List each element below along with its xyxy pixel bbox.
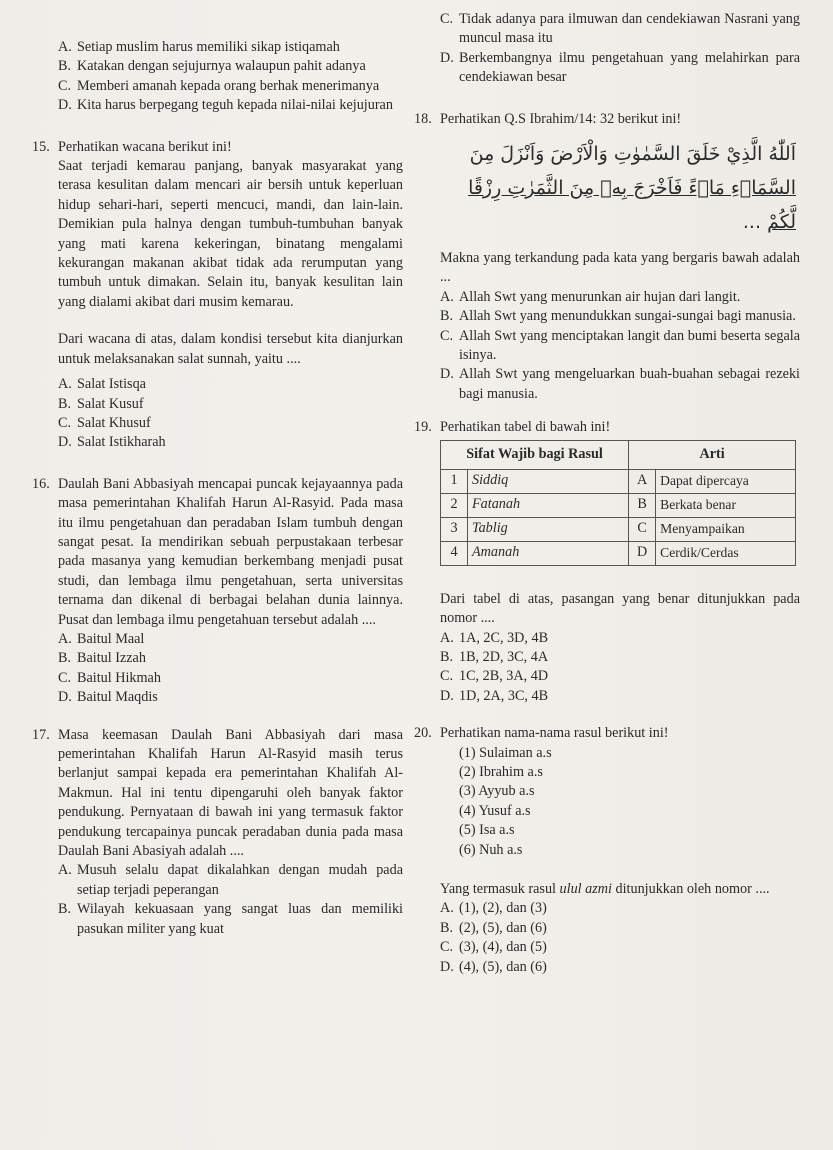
option-c: C. 1C, 2B, 3A, 4D [440, 668, 549, 685]
option: C. Tidak adanya para ilmuwan dan cendekiawan Nasrani yang muncul masa itu [440, 11, 800, 47]
table-header: Arti [629, 440, 796, 469]
option-b: B. Salat Kusuf [58, 395, 144, 412]
prev-options [440, 10, 800, 88]
option-a: A. Musuh selalu dapat dikalahkan dengan mudah pada setiap terjadi peperangan [58, 862, 403, 898]
option-b: B. Allah Swt yang menundukkan sungai-sungai bagi manusia. [440, 308, 796, 325]
question-text: Dari tabel di atas, pasangan yang benar ditunjukkan pada nomor .... [440, 590, 800, 627]
option-a: A. Salat Istisqa [58, 376, 146, 393]
rasul-list [440, 744, 800, 860]
question-text: Yang termasuk rasul ulul azmi ditunjukkan oleh nomor .... [440, 880, 770, 897]
left-column [32, 38, 403, 939]
table-row: 1 Siddiq A Dapat dipercaya [441, 469, 796, 493]
table-row: 2 Fatanah B Berkata benar [441, 493, 796, 517]
question-intro: Perhatikan tabel di bawah ini! [440, 419, 611, 436]
question-number: 17. [32, 726, 50, 743]
option-b: B. Wilayah kekuasaan yang sangat luas dan memiliki pasukan militer yang kuat [58, 901, 403, 937]
option-c: C. Salat Khusuf [58, 414, 151, 431]
question-number: 20. [414, 725, 432, 742]
list-item: (3) Ayyub a.s [459, 783, 535, 800]
question-number: 16. [32, 475, 50, 492]
option-b: B. 1B, 2D, 3C, 4A [440, 648, 549, 665]
question-text: Masa keemasan Daulah Bani Abbasiyah dari masa pemerintahan Khalifah Harun Al-Rasyid masih terus berlanjut sampai kepada era pemerintahan Khalifah Al-Makmun. Hal ini tentu dipengaruhi oleh banyak faktor pendukung. Pernyataan di bawah ini yang termasuk faktor pendukung tercapainya puncak peradaban dunia pada masa Daulah Bani Abasiyah adalah .... [58, 726, 403, 860]
option-d: D. Baitul Maqdis [58, 689, 158, 706]
question-15 [32, 138, 403, 453]
verse-line-2: السَّمَاۤءِ مَاۤءً فَاَخْرَجَ بِهٖ مِنَ الثَّمَرٰتِ رِزْقًا لَّكُمْ ... [468, 177, 796, 234]
table-row: 4 Amanah D Cerdik/Cerdas [441, 541, 796, 565]
question-number: 18. [414, 110, 432, 127]
question-intro: Perhatikan nama-nama rasul berikut ini! [440, 725, 669, 742]
option-a: A. (1), (2), dan (3) [440, 900, 547, 917]
question-19 [414, 418, 800, 706]
option-c: C. Baitul Hikmah [58, 669, 161, 686]
option-d: D. Allah Swt yang mengeluarkan buah-buahan sebagai rezeki bagi manusia. [440, 366, 800, 402]
passage: Saat terjadi kemarau panjang, banyak masyarakat yang terasa kesulitan dalam mencari air bersih untuk keperluan hidup sehari-hari, seperti mencuci, mandi, dan lain-lain. Demikian pula halnya dengan tumbuh-tumbuhan banyak yang mati karena kekeringan, binatang mengalami kekurangan makanan akibat tidak ada rerumputan yang tumbuh untuk dimakan. Selain itu, banyak kesulitan lain yang dialami akibat dari musim kemarau. [58, 158, 403, 310]
question-intro: Perhatikan Q.S Ibrahim/14: 32 berikut ini! [440, 110, 682, 127]
question-intro: Perhatikan wacana berikut ini! [58, 138, 232, 155]
option: B. Katakan dengan sejujurnya walaupun pahit adanya [58, 58, 366, 75]
table-row: 3 Tablig C Menyampaikan [441, 517, 796, 541]
list-item: (4) Yusuf a.s [459, 802, 531, 819]
sifat-table [440, 440, 796, 566]
list-item: (2) Ibrahim a.s [459, 763, 543, 780]
list-item: (5) Isa a.s [459, 822, 515, 839]
question-17 [32, 726, 403, 939]
option: D. Kita harus berpegang teguh kepada nilai-nilai kejujuran [58, 97, 393, 114]
option: A. Setiap muslim harus memiliki sikap istiqamah [58, 39, 340, 55]
question-text: Dari wacana di atas, dalam kondisi tersebut kita dianjurkan untuk melaksanakan salat sunnah, yaitu .... [58, 331, 403, 367]
option-a: A. Allah Swt yang menurunkan air hujan dari langit. [440, 288, 741, 305]
question-20 [414, 724, 800, 977]
question-16 [32, 475, 403, 708]
option-a: A. 1A, 2C, 3D, 4B [440, 629, 549, 646]
verse-line-1: اَللّٰهُ الَّذِيْ خَلَقَ السَّمٰوٰتِ وَالْاَرْضَ وَاَنْزَلَ مِنَ [469, 143, 796, 166]
option-b: B. (2), (5), dan (6) [440, 919, 547, 936]
option-a: A. Baitul Maal [58, 630, 145, 647]
option-d: D. Salat Istikharah [58, 434, 166, 451]
table-header-row [441, 440, 796, 469]
question-text: Makna yang terkandung pada kata yang bergaris bawah adalah ... [440, 250, 800, 286]
question-number: 19. [414, 419, 432, 436]
option-d: D. 1D, 2A, 3C, 4B [440, 687, 549, 704]
option: D. Berkembangnya ilmu pengetahuan yang melahirkan para cendekiawan besar [440, 49, 800, 86]
option: C. Memberi amanah kepada orang berhak menerimanya [58, 77, 380, 94]
quran-verse [440, 137, 800, 239]
right-column [414, 10, 800, 977]
option-d: D. (4), (5), dan (6) [440, 958, 547, 975]
option-c: C. (3), (4), dan (5) [440, 939, 547, 956]
list-item: (1) Sulaiman a.s [459, 744, 552, 761]
question-number: 15. [32, 138, 50, 155]
prev-options [58, 38, 403, 116]
option-b: B. Baitul Izzah [58, 650, 146, 667]
question-text: Daulah Bani Abbasiyah mencapai puncak kejayaannya pada masa pemerintahan Khalifah Harun Al-Rasyid. Pada masa itu ilmu pengetahuan dan peradaban Islam tumbuh dengan sangat pesat. Ia mendirikan sebuah perpustakaan terbesar pada masanya yang kemudian berkembang menjadi pusat studi, dan lembaga ilmu pengetahuan, serta universitas ternama dan dikenal di berbagai belahan dunia lainnya. Pusat dan lembaga ilmu pengetahuan tersebut adalah .... [58, 475, 403, 628]
option-c: C. Allah Swt yang menciptakan langit dan bumi beserta segala isinya. [440, 327, 800, 364]
question-18 [414, 110, 800, 405]
table-header: Sifat Wajib bagi Rasul [441, 440, 629, 469]
list-item: (6) Nuh a.s [459, 841, 523, 858]
underlined-phrase: السَّمَاۤءِ مَاۤءً فَاَخْرَجَ بِهٖ مِنَ الثَّمَرٰتِ رِزْقًا لَّكُمْ [468, 177, 796, 234]
